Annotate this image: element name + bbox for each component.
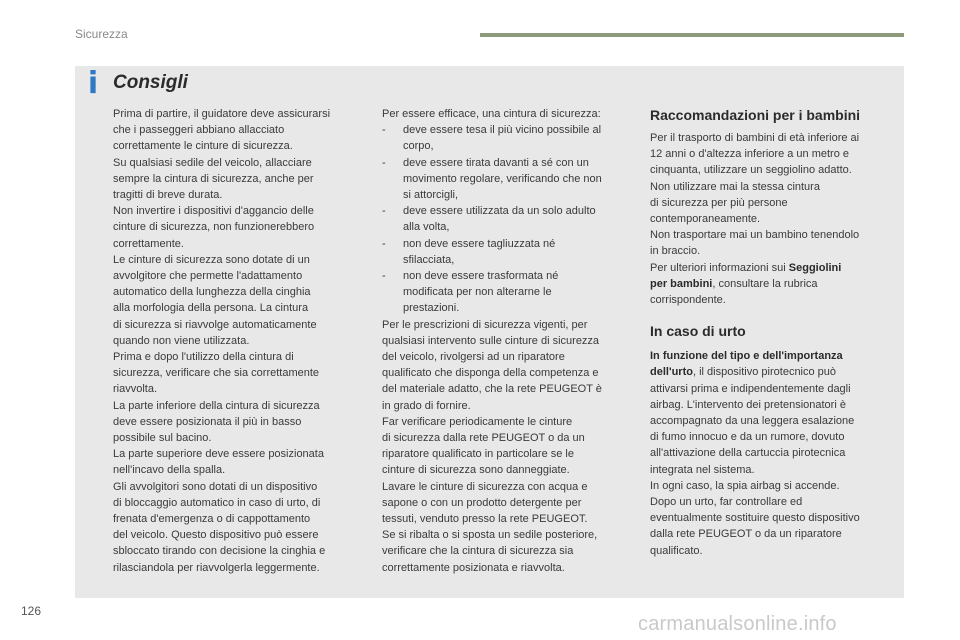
text-line: eventualmente sostituire questo dispositivo xyxy=(650,512,860,525)
text-line: contemporaneamente. xyxy=(650,213,761,226)
crash-lead-suffix: , il dispositivo pirotecnico può xyxy=(692,366,837,379)
efficacy-list xyxy=(382,122,634,316)
ref-suffix: , consultare la rubrica xyxy=(712,277,818,290)
text-line: del veicolo. Questo dispositivo può essere xyxy=(113,529,319,542)
text-line: Gli avvolgitori sono dotati di un dispositivo xyxy=(113,480,318,493)
prescriptions-text xyxy=(382,317,634,576)
text-line: Su qualsiasi sedile del veicolo, allacciare xyxy=(113,156,312,169)
text-line: correttamente posizionata e riavvolta. xyxy=(382,561,565,574)
list-item-text: non deve essere trasformata né xyxy=(403,270,559,283)
text-line: verificare che la cintura di sicurezza sia xyxy=(382,545,574,558)
ref-link-bambini: per bambini xyxy=(650,277,713,290)
list-item-text: non deve essere tagliuzzata né xyxy=(403,237,556,250)
list-item xyxy=(382,284,634,300)
text-line: alla morfologia della persona. La cintura xyxy=(113,302,309,315)
text-line: rilasciandola per riavvolgerla leggermente. xyxy=(113,561,320,574)
dash-bullet: - xyxy=(382,205,386,218)
list-item xyxy=(382,252,634,268)
text-line: del materiale adatto, che la rete PEUGEOT è xyxy=(382,383,602,396)
list-item-text: deve essere tirata davanti a sé con un xyxy=(403,156,589,169)
list-item xyxy=(382,187,634,203)
children-reference xyxy=(650,260,900,276)
text-line: del veicolo, rivolgersi ad un riparatore xyxy=(382,351,565,364)
text-line: in braccio. xyxy=(650,245,701,258)
text-line: correttamente. xyxy=(113,237,184,250)
text-line: Lavare le cinture di sicurezza con acqua e xyxy=(382,480,588,493)
text-line: attivarsi prima e indipendentemente dagli xyxy=(650,382,851,395)
text-line: correttamente le cinture di sicurezza. xyxy=(113,140,293,153)
column-left xyxy=(113,106,359,576)
text-line: di fumo innocuo e da un rumore, dovuto xyxy=(650,431,845,444)
panel-title: Consigli xyxy=(113,72,188,93)
list-item-text: deve essere tesa il più vicino possibile al xyxy=(403,124,602,137)
crash-lead-2 xyxy=(650,364,900,380)
list-item-text: prestazioni. xyxy=(403,302,460,315)
text-line: Non invertire i dispositivi d'aggancio delle xyxy=(113,205,314,218)
text-line: tessuti, venduto presso la rete PEUGEOT. xyxy=(382,513,588,526)
crash-lead-bold: In funzione del tipo e dell'importanza xyxy=(650,350,843,363)
crash-lead xyxy=(650,348,900,364)
crash-lead-bold-2: dell'urto xyxy=(650,366,693,379)
list-item xyxy=(382,155,634,171)
text-line: cinture di sicurezza sono danneggiate. xyxy=(382,464,570,477)
watermark: carmanualsonline.info xyxy=(638,613,837,635)
text-line: qualsiasi intervento sulle cinture di sicurezza xyxy=(382,334,600,347)
text-line: di bloccaggio automatico in caso di urto, di xyxy=(113,496,321,509)
list-item-text: deve essere utilizzata da un solo adulto xyxy=(403,205,596,218)
children-reference-2 xyxy=(650,276,900,292)
section-title: Sicurezza xyxy=(75,27,128,41)
list-item xyxy=(382,122,634,138)
text-line: possibile sul bacino. xyxy=(113,432,212,445)
text-line: avvolgitore che permette l'adattamento xyxy=(113,270,303,283)
text-line: accompagnato da una leggera esalazione xyxy=(650,415,855,428)
list-item-text: corpo, xyxy=(403,140,434,153)
list-item-text: alla volta, xyxy=(403,221,450,234)
text-line: In ogni caso, la spia airbag si accende. xyxy=(650,479,840,492)
text-line: frenata d'emergenza o di cappottamento xyxy=(113,513,311,526)
list-item xyxy=(382,138,634,154)
text-line: Se si ribalta o si sposta un sedile posteriore, xyxy=(382,529,598,542)
text-line: sapone o con un prodotto detergente per xyxy=(382,496,582,509)
text-line: Prima e dopo l'utilizzo della cintura di xyxy=(113,351,294,364)
text-line: sbloccato tirando con decisione la cinghia e xyxy=(113,545,326,558)
dash-bullet: - xyxy=(382,237,386,250)
text-line: Per il trasporto di bambini di età inferiore ai xyxy=(650,132,860,144)
text-line: qualificato che disponga della competenza e xyxy=(382,367,599,380)
list-item xyxy=(382,171,634,187)
text-line: Prima di partire, il guidatore deve assicurarsi xyxy=(113,108,331,120)
text-line: qualificato. xyxy=(650,544,703,557)
text-line: Le cinture di sicurezza sono dotate di un xyxy=(113,253,310,266)
page-number: 126 xyxy=(21,604,42,618)
efficacy-intro: Per essere efficace, una cintura di sicurezza: xyxy=(382,108,601,120)
text-line: nell'incavo della spalla. xyxy=(113,464,226,477)
children-heading: Raccomandazioni per i bambini xyxy=(650,107,861,123)
text-line: automatico della lunghezza della cinghia xyxy=(113,286,311,299)
dash-bullet: - xyxy=(382,270,386,283)
list-item xyxy=(382,300,634,316)
text-line: cinture di sicurezza, non funzionerebbero xyxy=(113,221,315,234)
children-reference-3: corrispondente. xyxy=(650,294,726,307)
header-bar xyxy=(480,33,904,37)
text-line: deve essere posizionata il più in basso xyxy=(113,415,302,428)
text-line: riavvolta. xyxy=(113,383,158,396)
list-item xyxy=(382,236,634,252)
crash-heading: In caso di urto xyxy=(650,323,746,340)
column-middle xyxy=(382,106,634,576)
text-line: che i passeggeri abbiano allacciato xyxy=(113,124,285,137)
ref-prefix: Per ulteriori informazioni sui xyxy=(650,261,789,274)
list-item xyxy=(382,203,634,219)
text-line: Non trasportare mai un bambino tenendolo xyxy=(650,229,860,242)
text-line: sempre la cintura di sicurezza, anche per xyxy=(113,172,314,185)
text-line: sicurezza, verificare che sia correttamente xyxy=(113,367,320,380)
list-item xyxy=(382,219,634,235)
text-line: quando non viene utilizzata. xyxy=(113,334,250,347)
text-line: Far verificare periodicamente le cinture xyxy=(382,415,573,428)
text-line: 12 anni o d'altezza inferiore a un metro e xyxy=(650,148,849,161)
text-line: tragitti di breve durata. xyxy=(113,189,223,202)
list-item-text: movimento regolare, verificando che non xyxy=(403,172,602,185)
list-item-text: si attorcigli, xyxy=(403,189,459,202)
dash-bullet: - xyxy=(382,156,386,169)
text-line: Per le prescrizioni di sicurezza vigenti, per xyxy=(382,318,588,331)
text-line: cinquanta, utilizzare un seggiolino adatto. xyxy=(650,164,852,177)
children-text xyxy=(650,130,900,260)
info-icon: i xyxy=(87,66,99,101)
text-line: Dopo un urto, far controllare ed xyxy=(650,496,803,509)
dash-bullet: - xyxy=(382,124,386,137)
ref-link-seggiolini: Seggiolini xyxy=(788,261,842,274)
text-line: in grado di fornire. xyxy=(382,399,471,412)
text-line: Non utilizzare mai la stessa cintura xyxy=(650,180,820,193)
text-line: riparatore qualificato in particolare se le xyxy=(382,448,574,461)
list-item xyxy=(382,268,634,284)
text-line: di sicurezza dalla rete PEUGEOT o da un xyxy=(382,432,585,445)
text-line: all'attivazione della cartuccia pirotecnica xyxy=(650,447,846,460)
column-right xyxy=(650,106,900,559)
text-line: di sicurezza per più persone xyxy=(650,196,788,209)
text-line: airbag. L'intervento dei pretensionatori è xyxy=(650,398,846,411)
text-line: dalla rete PEUGEOT o da un riparatore xyxy=(650,528,842,541)
text-line: La parte superiore deve essere posizionata xyxy=(113,448,324,461)
crash-text xyxy=(650,381,900,559)
text-line: di sicurezza si riavvolge automaticamente xyxy=(113,318,317,331)
list-item-text: modificata per non alterarne le xyxy=(403,286,552,299)
list-item-text: sfilacciata, xyxy=(403,253,455,266)
text-line: integrata nel sistema. xyxy=(650,463,755,476)
text-line: La parte inferiore della cintura di sicurezza xyxy=(113,399,320,412)
